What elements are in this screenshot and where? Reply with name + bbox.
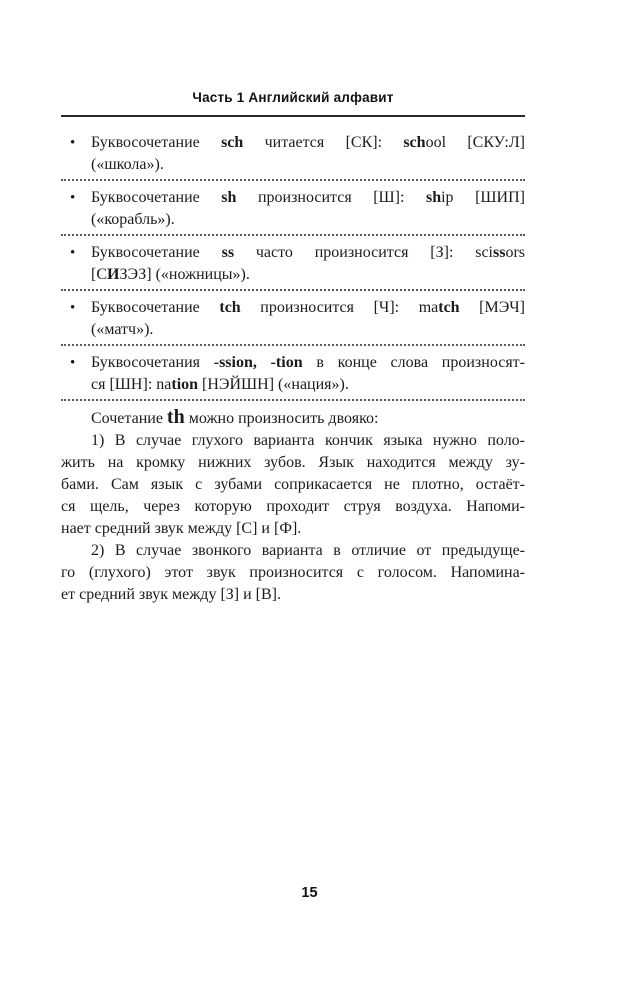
text-segment: нает средний звук между [С] и [Ф]. <box>61 520 302 537</box>
text-segment: [МЭЧ] <box>459 299 525 316</box>
text-line <box>91 352 525 374</box>
page-footer <box>0 884 619 902</box>
text-line <box>61 407 525 430</box>
bullet-marker-icon: • <box>70 190 76 206</box>
text-line <box>61 518 525 540</box>
text-segment: Буквосочетание <box>91 189 222 206</box>
text-segment: ет средний звук между [З] и [В]. <box>61 586 281 603</box>
text-segment: часто произносится [З]: sci <box>234 244 493 261</box>
emphasis-text: sh <box>425 189 442 206</box>
text-line <box>91 264 525 286</box>
page-number: 15 <box>301 885 318 901</box>
text-segment: читается [СК]: <box>243 134 404 151</box>
text-line <box>61 430 525 452</box>
emphasis-text: tch <box>219 299 241 316</box>
text-line <box>61 540 525 562</box>
bullet-item <box>61 132 525 176</box>
dotted-separator <box>61 399 525 401</box>
page-body <box>61 132 525 606</box>
bullet-item <box>61 352 525 396</box>
text-segment: ЗЭЗ] («ножницы»). <box>119 266 250 283</box>
text-segment: 2) В случае звонкого варианта в отличие от предыдуще- <box>91 542 525 559</box>
text-line <box>61 452 525 474</box>
text-segment: («корабль»). <box>91 211 175 228</box>
text-line <box>61 562 525 584</box>
text-segment: можно произносить двояко: <box>184 410 379 427</box>
text-segment: произносится [Ч]: ma <box>240 299 439 316</box>
text-line <box>91 187 525 209</box>
text-segment: в конце слова произносят- <box>302 354 525 371</box>
emphasis-text: ss <box>493 244 506 261</box>
emphasis-text: И <box>107 266 120 283</box>
text-segment: го (глухого) этот звук произносится с голосом. Напомина- <box>61 564 525 581</box>
text-segment: ся [ШН]: na <box>91 376 172 393</box>
emphasis-text: sch <box>221 134 244 151</box>
text-segment: ors <box>505 244 526 261</box>
emphasis-text: tch <box>438 299 460 316</box>
bullet-item <box>61 297 525 341</box>
text-line <box>61 474 525 496</box>
text-segment: ся щель, через которую проходит струя воздуха. Напоми- <box>61 498 525 515</box>
text-line <box>91 374 525 396</box>
text-segment: жить на кромку нижних зубов. Язык находится между зу- <box>61 454 525 471</box>
text-segment: Буквосочетание <box>91 244 222 261</box>
emphasis-text: -ssion, -tion <box>213 354 303 371</box>
bullet-marker-icon: • <box>70 300 76 316</box>
text-line <box>91 154 525 176</box>
paragraph <box>61 430 525 540</box>
text-segment: Буквосочетание <box>91 134 222 151</box>
text-line <box>91 297 525 319</box>
dotted-separator <box>61 179 525 181</box>
dotted-separator <box>61 344 525 346</box>
bullet-item <box>61 187 525 231</box>
bullet-list <box>61 132 525 401</box>
text-segment: ip [ШИП] <box>441 189 525 206</box>
text-column <box>61 90 525 606</box>
bullet-marker-icon: • <box>70 355 76 371</box>
text-line <box>91 242 525 264</box>
text-segment: произносится [Ш]: <box>236 189 426 206</box>
bullet-marker-icon: • <box>70 135 76 151</box>
text-line <box>61 584 525 606</box>
paragraph-list <box>61 407 525 606</box>
text-segment: бами. Сам язык с зубами соприкасается не плотно, остаёт- <box>61 476 525 493</box>
text-segment: [С <box>91 266 107 283</box>
paragraph <box>61 540 525 606</box>
emphasis-text: sh <box>221 189 237 206</box>
bullet-marker-icon: • <box>70 245 76 261</box>
emphasis-text: ss <box>221 244 235 261</box>
text-segment: ool [СКУ:Л] <box>425 134 526 151</box>
paragraph <box>61 407 525 430</box>
text-segment: («школа»). <box>91 156 164 173</box>
text-segment: [НЭЙШН] («нация»). <box>198 376 349 393</box>
bullet-item <box>61 242 525 286</box>
emphasis-text: tion <box>171 376 199 393</box>
text-line <box>91 132 525 154</box>
text-segment: Буквосочетания <box>91 354 214 371</box>
text-line <box>91 319 525 341</box>
text-line <box>91 209 525 231</box>
text-line <box>61 496 525 518</box>
text-segment: Сочетание <box>91 410 167 427</box>
emphasis-text: sch <box>403 134 426 151</box>
emphasis-text: th <box>166 406 185 428</box>
text-segment: Буквосочетание <box>91 299 220 316</box>
dotted-separator <box>61 234 525 236</box>
text-segment: («матч»). <box>91 321 154 338</box>
dotted-separator <box>61 289 525 291</box>
text-segment: 1) В случае глухого варианта кончик языка нужно поло- <box>91 432 525 449</box>
chapter-header: Часть 1 Английский алфавит <box>61 90 525 117</box>
